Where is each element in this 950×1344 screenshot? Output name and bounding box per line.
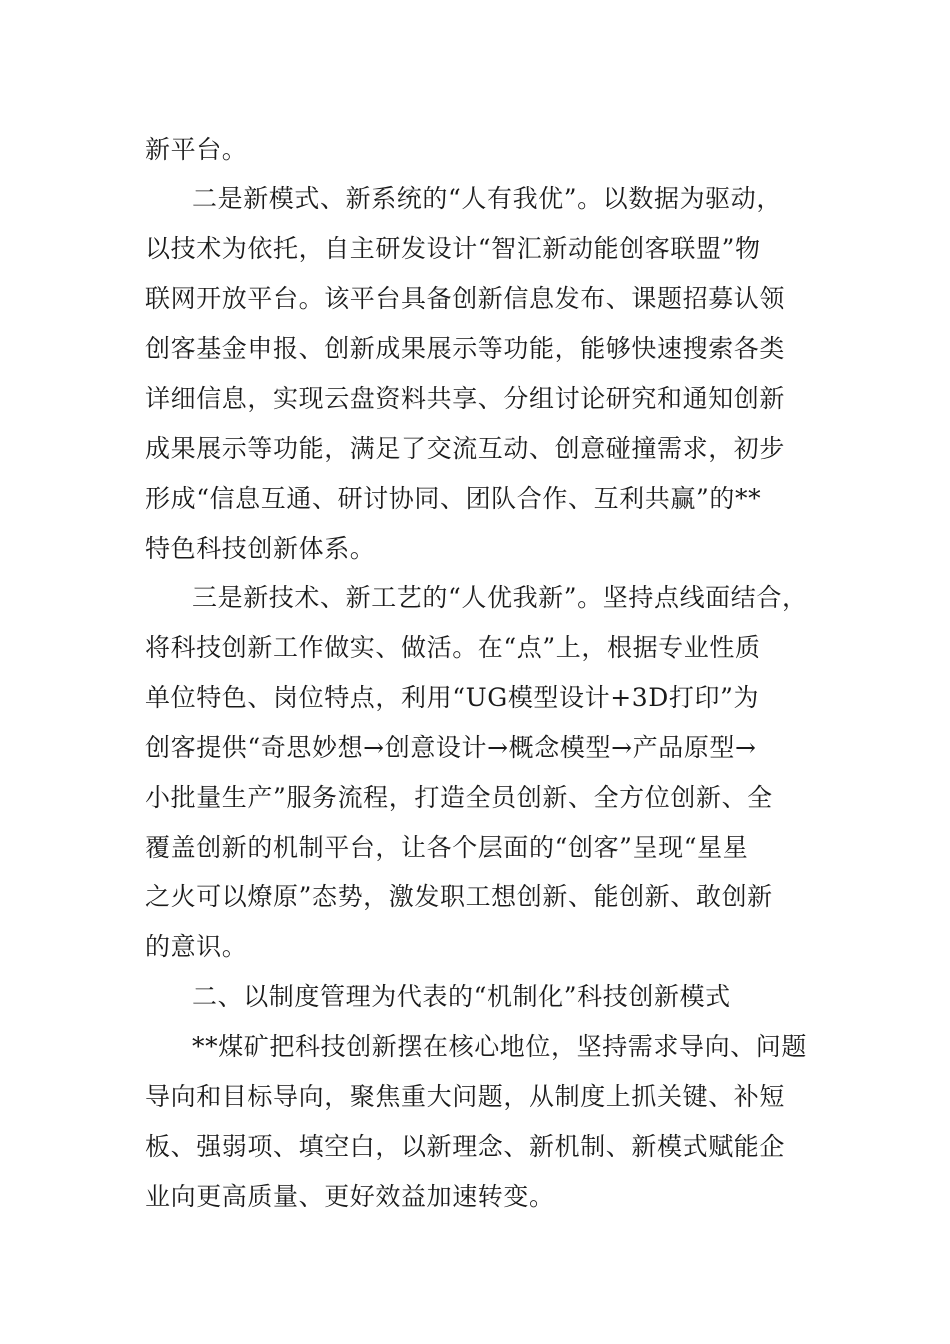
paragraph-line: 将科技创新工作做实、做活。在“点”上，根据专业性质 — [145, 633, 761, 662]
paragraph-line: 三是新技术、新工艺的“人优我新”。坚持点线面结合， — [192, 583, 808, 612]
paragraph-line: 联网开放平台。该平台具备创新信息发布、课题招募认领 — [145, 284, 786, 313]
paragraph-line: 新平台。 — [145, 135, 248, 164]
paragraph-line: **煤矿把科技创新摆在核心地位，坚持需求导向、问题 — [192, 1032, 808, 1061]
paragraph-line: 业向更高质量、更好效益加速转变。 — [145, 1182, 555, 1211]
paragraph-line: 小批量生产”服务流程，打造全员创新、全方位创新、全 — [145, 783, 773, 812]
paragraph-line: 二是新模式、新系统的“人有我优”。以数据为驱动， — [192, 184, 782, 213]
paragraph-line: 创客提供“奇思妙想→创意设计→概念模型→产品原型→ — [145, 733, 757, 762]
paragraph-line: 以技术为依托，自主研发设计“智汇新动能创客联盟”物 — [145, 234, 761, 263]
paragraph-line: 之火可以燎原”态势，激发职工想创新、能创新、敢创新 — [145, 882, 773, 911]
paragraph-line: 板、强弱项、填空白，以新理念、新机制、新模式赋能企 — [145, 1132, 786, 1161]
paragraph-line: 特色科技创新体系。 — [145, 534, 376, 563]
paragraph-line: 详细信息，实现云盘资料共享、分组讨论研究和通知创新 — [145, 384, 786, 413]
paragraph-line: 覆盖创新的机制平台，让各个层面的“创客”呈现“星星 — [145, 833, 749, 862]
paragraph-line: 单位特色、岗位特点，利用“UG模型设计+3D打印”为 — [145, 683, 760, 712]
paragraph-line: 导向和目标导向，聚焦重大问题，从制度上抓关键、补短 — [145, 1082, 786, 1111]
paragraph-line: 的意识。 — [145, 932, 248, 961]
paragraph-line: 创客基金申报、创新成果展示等功能，能够快速搜索各类 — [145, 334, 786, 363]
paragraph-line: 成果展示等功能，满足了交流互动、创意碰撞需求，初步 — [145, 434, 786, 463]
paragraph-line: 形成“信息互通、研讨协同、团队合作、互利共赢”的** — [145, 484, 762, 513]
section-heading: 二、以制度管理为代表的“机制化”科技创新模式 — [192, 982, 731, 1011]
